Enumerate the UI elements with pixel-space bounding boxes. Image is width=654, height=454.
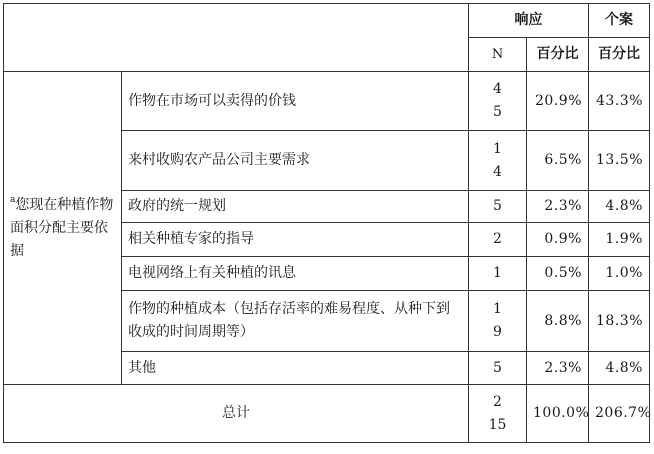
row-n-line: 2 bbox=[493, 231, 502, 247]
header-n: N bbox=[469, 38, 527, 72]
total-percent: 100.0% bbox=[527, 385, 589, 443]
row-label: 作物在市场可以卖得的价钱 bbox=[122, 72, 469, 131]
row-label: 作物的种植成本（包括存活率的难易程度、从种下到收成的时间周期等） bbox=[122, 291, 469, 352]
row-case-percent: 13.5% bbox=[589, 131, 650, 191]
total-n-line: 2 bbox=[493, 393, 502, 410]
row-percent: 20.9% bbox=[527, 72, 589, 131]
header-percent: 百分比 bbox=[527, 38, 589, 72]
row-n-line: 4 bbox=[493, 163, 502, 180]
frequency-table bbox=[3, 3, 650, 443]
row-n bbox=[469, 72, 527, 131]
row-case-percent: 4.8% bbox=[589, 352, 650, 385]
row-label: 来村收购农产品公司主要需求 bbox=[122, 131, 469, 191]
row-n bbox=[469, 291, 527, 352]
total-label: 总计 bbox=[4, 385, 469, 443]
row-n-line: 5 bbox=[493, 104, 502, 120]
row-case-percent: 1.9% bbox=[589, 223, 650, 257]
row-n-line: 5 bbox=[493, 198, 502, 214]
row-case-percent: 4.8% bbox=[589, 191, 650, 223]
row-n-line: 1 bbox=[493, 140, 502, 157]
row-percent: 8.8% bbox=[527, 291, 589, 352]
row-label: 电视网络上有关种植的讯息 bbox=[122, 257, 469, 291]
row-n bbox=[469, 257, 527, 291]
total-row bbox=[4, 385, 650, 443]
row-n-line: 1 bbox=[493, 301, 502, 317]
table-row bbox=[4, 72, 650, 131]
row-percent: 0.5% bbox=[527, 257, 589, 291]
row-n-line: 1 bbox=[493, 265, 502, 281]
header-response: 响应 bbox=[469, 4, 589, 38]
row-case-percent: 18.3% bbox=[589, 291, 650, 352]
row-n bbox=[469, 131, 527, 191]
row-percent: 2.3% bbox=[527, 352, 589, 385]
total-n-line: 15 bbox=[488, 416, 507, 433]
total-case-percent: 206.7% bbox=[589, 385, 650, 443]
row-case-percent: 43.3% bbox=[589, 72, 650, 131]
row-n-line: 5 bbox=[493, 359, 502, 376]
row-case-percent: 1.0% bbox=[589, 257, 650, 291]
header-case: 个案 bbox=[589, 4, 650, 38]
row-n-line: 4 bbox=[493, 81, 502, 97]
row-percent: 0.9% bbox=[527, 223, 589, 257]
row-label: 政府的统一规划 bbox=[122, 191, 469, 223]
footnote-marker: a bbox=[10, 194, 16, 205]
header-row-1 bbox=[4, 4, 650, 38]
question-text: 您现在种植作物面积分配主要依据 bbox=[10, 196, 114, 259]
row-label: 相关种植专家的指导 bbox=[122, 223, 469, 257]
total-n bbox=[469, 385, 527, 443]
question-cell bbox=[4, 72, 122, 385]
header-case-percent: 百分比 bbox=[589, 38, 650, 72]
row-label: 其他 bbox=[122, 352, 469, 385]
row-percent: 2.3% bbox=[527, 191, 589, 223]
row-n bbox=[469, 223, 527, 257]
row-n bbox=[469, 352, 527, 385]
row-n bbox=[469, 191, 527, 223]
row-percent: 6.5% bbox=[527, 131, 589, 191]
row-n-line: 9 bbox=[493, 324, 502, 340]
header-empty-cell bbox=[4, 4, 469, 72]
